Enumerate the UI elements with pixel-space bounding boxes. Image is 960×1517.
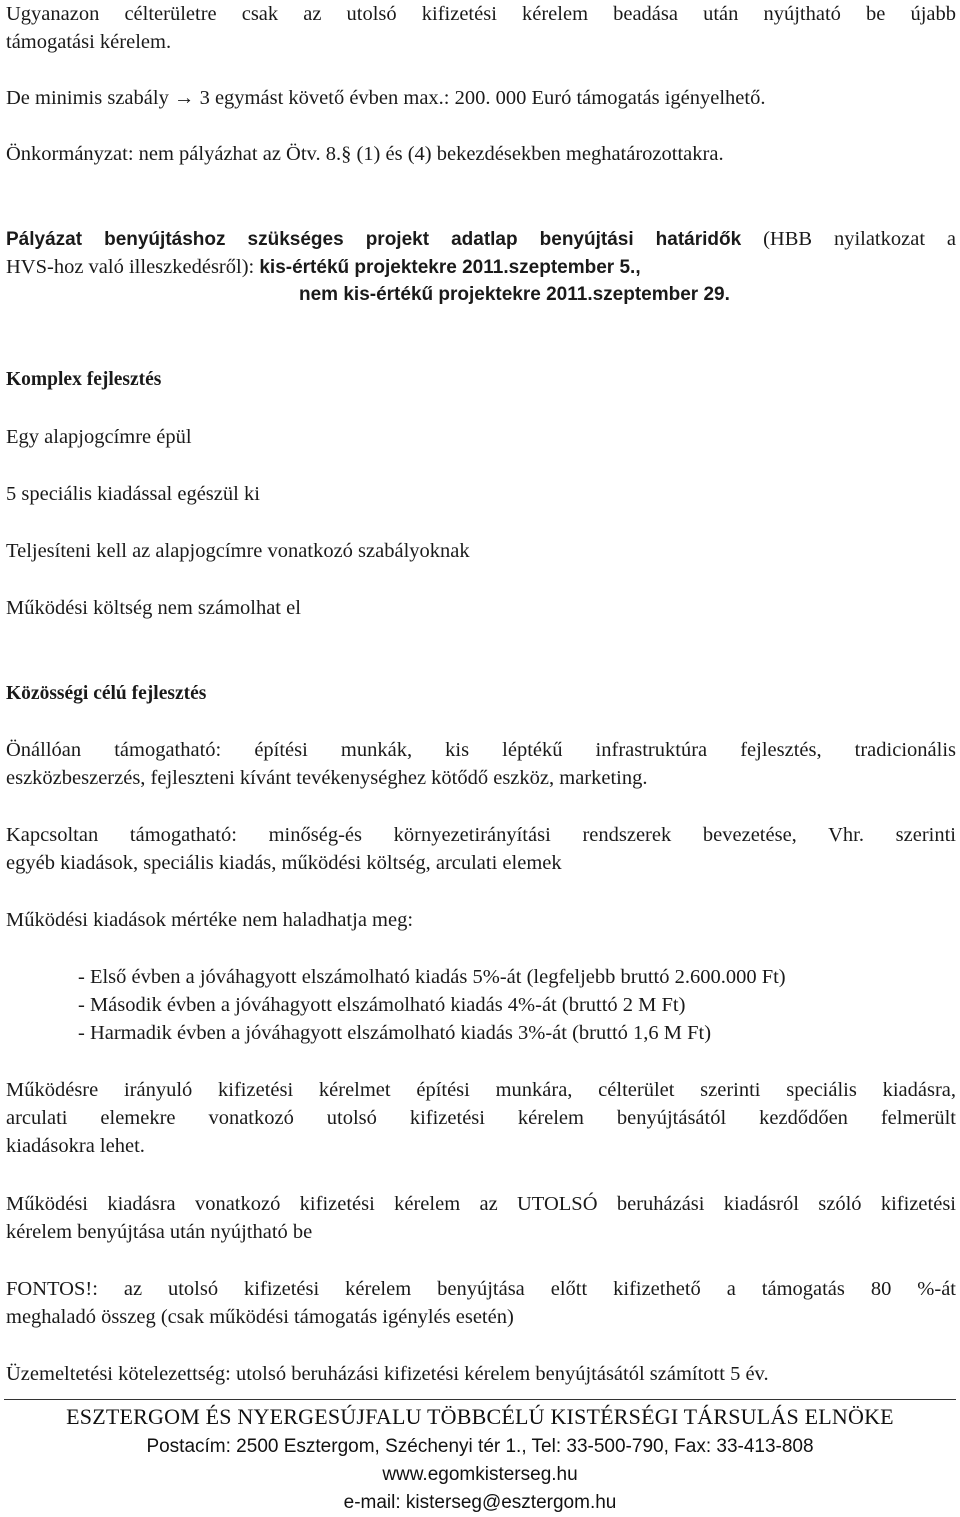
intro-line-1: Ugyanazon célterületre csak az utolsó kifizetési kérelem beadása után nyújtható be újabb (6, 3, 956, 25)
deadline-line-1 (6, 225, 956, 254)
footer-organization: ESZTERGOM ÉS NYERGESÚJFALU TÖBBCÉLÚ KISTÉRSÉGI TÁRSULÁS ELNÖKE (66, 1404, 894, 1429)
onkormanyzat-rule: Önkormányzat: nem pályázhat az Ötv. 8.§ (1) és (4) bekezdésekben meghatározottakra. (6, 143, 724, 165)
footer-website[interactable]: www.egomkisterseg.hu (382, 1464, 578, 1485)
komplex-item-4: Működési költség nem számolhat el (6, 597, 301, 619)
deadline-line-2 (6, 253, 956, 282)
kifizetes-line-1: Működésre irányuló kifizetési kérelmet építési munkára, célterület szerinti speciális kiadásra, (6, 1079, 956, 1101)
kozossegi-heading: Közösségi célú fejlesztés (6, 683, 207, 704)
onalloan-line-1: Önállóan támogatható: építési munkák, kis léptékű infrastruktúra fejlesztés, tradicionális (6, 739, 956, 761)
kifizetes-line-3: kiadásokra lehet. (6, 1135, 145, 1157)
intro-line-2: támogatási kérelem. (6, 31, 172, 53)
komplex-item-3: Teljesíteni kell az alapjogcímre vonatkozó szabályoknak (6, 540, 470, 562)
mukodesi-kerelem-line-2: kérelem benyújtása után nyújtható be (6, 1221, 313, 1243)
komplex-heading: Komplex fejlesztés (6, 369, 162, 390)
deadline-note-cont: HVS-hoz való illeszkedésről): (6, 256, 260, 278)
mertek-item-1: - Első évben a jóváhagyott elszámolható kiadás 5%-át (legfeljebb bruttó 2.600.000 Ft) (78, 966, 786, 988)
kapcsoltan-line-2: egyéb kiadások, speciális kiadás, működési költség, arculati elemek (6, 852, 562, 874)
komplex-item-1: Egy alapjogcímre épül (6, 426, 192, 448)
footer-email[interactable]: e-mail: kisterseg@esztergom.hu (343, 1492, 617, 1513)
mertek-intro: Működési kiadások mértéke nem haladhatja meg: (6, 909, 414, 931)
mertek-item-3: - Harmadik évben a jóváhagyott elszámolható kiadás 3%-át (bruttó 1,6 M Ft) (78, 1022, 712, 1044)
deadline-line-3 (299, 280, 949, 309)
deadline-small-projects: kis-értékű projektekre 2011.szeptember 5., (259, 257, 641, 278)
kifizetes-line-2: arculati elemekre vonatkozó utolsó kifizetési kérelem benyújtásától kezdődően felmerült (6, 1107, 956, 1129)
uzemeltetesi-kotelezettseg: Üzemeltetési kötelezettség: utolsó beruházási kifizetési kérelem benyújtásától számított 5 év. (6, 1363, 769, 1385)
deadline-large-projects: nem kis-értékű projektekre 2011.szeptember 29. (299, 284, 730, 305)
footer-divider (4, 1399, 956, 1400)
kapcsoltan-line-1: Kapcsoltan támogatható: minőség-és környezetirányítási rendszerek bevezetése, Vhr. szerinti (6, 824, 956, 846)
mukodesi-kerelem-line-1: Működési kiadásra vonatkozó kifizetési kérelem az UTOLSÓ beruházási kiadásról szóló kifizetési (6, 1193, 956, 1215)
mertek-item-2: - Második évben a jóváhagyott elszámolható kiadás 4%-át (bruttó 2 M Ft) (78, 994, 686, 1016)
komplex-item-2: 5 speciális kiadással egészül ki (6, 483, 260, 505)
footer-address: Postacím: 2500 Esztergom, Széchenyi tér 1., Tel: 33-500-790, Fax: 33-413-808 (146, 1436, 814, 1457)
fontos-line-1: FONTOS!: az utolsó kifizetési kérelem benyújtása előtt kifizethető a támogatás 80 %-át (6, 1278, 956, 1300)
de-minimis-rule: De minimis szabály → 3 egymást követő évben max.: 200. 000 Euró támogatás igényelhető. (6, 87, 766, 109)
deadline-note: (HBB nyilatkozat a (741, 228, 957, 250)
deadline-heading: Pályázat benyújtáshoz szükséges projekt adatlap benyújtási határidők (6, 229, 742, 250)
fontos-line-2: meghaladó összeg (csak működési támogatás igénylés esetén) (6, 1306, 514, 1328)
onalloan-line-2: eszközbeszerzés, fejleszteni kívánt tevékenységhez kötődő eszköz, marketing. (6, 767, 648, 789)
letterhead-footer (0, 1402, 960, 1517)
